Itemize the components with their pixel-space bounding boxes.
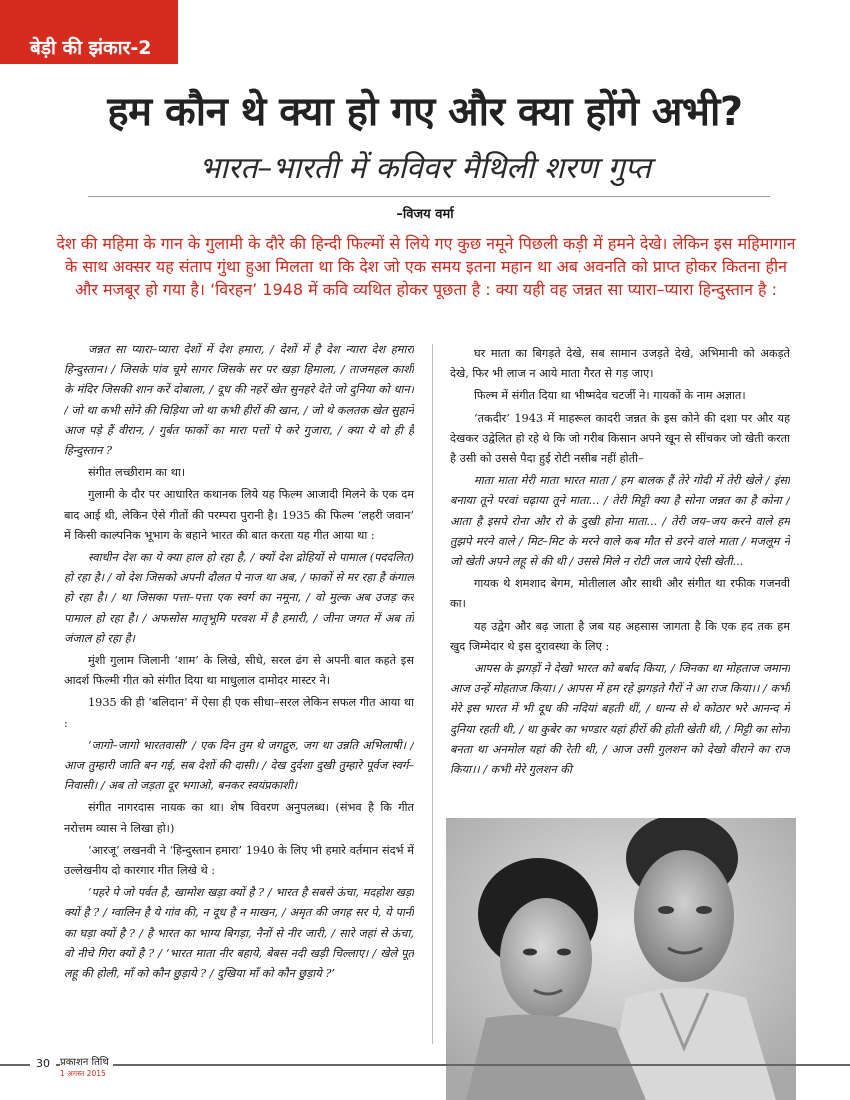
paragraph: 1935 की ही ‘बलिदान’ में ऐसा ही एक सीधा–सरल लेकिन सफल गीत आया था :: [64, 696, 414, 730]
page-number: 30: [30, 1057, 56, 1071]
paragraph: गुलामी के दौर पर आधारित कथानक लिये यह फिल्म आजादी मिलने के एक दम बाद आई थी, लेकिन ऐसे गीतों की परम्परा पुरानी है। 1935 की फिल्म ‘लहरी जवान’ में किसी काल्पनिक भूभाग के बहाने भारत की बात करता यह गीत आया था :: [64, 488, 414, 542]
paragraph: जन्नत सा प्यारा–प्यारा देशों में देश हमारा, / देशों में है देश न्यारा देश हमारा हिन्दुस्तान। / जिसके पांव चूमे सागर जिसके सर पर खड़ा हिमाला, / ताजमहल काशी के मंदिर जिसकी शान करें दोबाला, / दूध की नहरें खेत सुनहरे देते जो दुनिया को धान। / जो था कभी सोने की चिड़िया जो था कभी हीरों की खान, / जो थे कलतक खेत सुहाने आज पड़े हैं वीरान, / गुर्बत फाकों का मारा पत्तों पे करे गुजारा, / क्या ये वो ही है हिन्दुस्तान ?: [64, 343, 414, 458]
paragraph: ‘पहरे पे जो पर्वत है, खामोश खड़ा क्यों है ? / भारत है सबसे ऊंचा, मदहोश खड़ा क्यों है ? / ग्वालिन है ये गांव की, न दूध है न माखन, / अमृत की जगह सर पे, ये पानी का घड़ा क्यों है ? / है भारत का भाग्य बिगड़ा, नैनों से नीर जारी, / सारे जहां से ऊंचा, वो नीचे गिरा क्यों है ? / ‘भारत माता नीर बहाये, बेबस नदी खड़ी चिल्लाए। / खेले पूत लहू की होली, माँ को कौन छुड़ाये ? / दुखिया माँ को कौन छुड़ाये ?’: [64, 886, 414, 981]
paragraph: ‘जागो–जागो भारतवासी’ / एक दिन तुम थे जगद्गुरु, जग था उन्नति अभिलाषी। / आज तुम्हारी जाति बन गई, सब देशों की दासी। / देख दुर्दशा दुखी तुम्हारे पूर्वज स्वर्ग–निवासी। / अब तो जड़ता दूर भगाओ, बनकर स्वयंप्रकाशी।: [64, 738, 414, 793]
paragraph: माता माता मेरी माता भारत माता / हम बालक हैं तेरे गोदी में तेरी खेले / इंसां बनाया तूने परवां चढ़ाया तूने माता... / तेरी मिट्टी क्या है सोना जन्नत का है कोना / आता है इसपे रोना और रो के दुखी होना माता... / तेरी जय–जय करने वाले हम तुझपे मरने वाले / मिट–मिट के मरने वाले कब मौत से डरने वाले माता / मजलूम ने जो खेती अपने लहू से की थी / उससे मिले न रोटी जल जाये ऐसी खेती...: [450, 474, 790, 569]
column-divider: [432, 344, 433, 1044]
paragraph: संगीत लच्छीराम का था।: [88, 466, 186, 480]
paragraph: संगीत नागरदास नायक का था। शेष विवरण अनुपलब्ध। (संभव है कि गीत नरोत्तम व्यास ने लिखा हो।): [64, 801, 414, 835]
article-subtitle: भारत–भारती में कविवर मैथिली शरण गुप्त: [199, 151, 651, 186]
paragraph: घर माता का बिगड़ते देखे, सब सामान उजड़ते देखे, अभिमानी को अकड़ते देखे, फिर भी लाज न आये माता गैरत से गड़ जाए।: [450, 347, 790, 381]
paragraph: गायक थे शमशाद बेगम, मोतीलाल और साथी और संगीत था रफीक गजनवी का।: [450, 577, 790, 611]
right-column: [450, 344, 790, 814]
title-rule: [88, 196, 770, 197]
paragraph: आपस के झगड़ों ने देखो भारत को बर्बाद किया, / जिनका था मोहताज जमाना आज उन्हें मोहताज किया। / आपस में हम रहे झगड़ते गैरों ने आ राज किया।। / कभी मेरे इस भारत में भी दूध की नदियां बहती थीं, / धान्य से थे कोठार भरे आनन्द में दुनिया रहती थी, / था कुबेर का भण्डार यहां हीरों की होती खेती थी, / मिट्टी का सोना बनता था अनमोल यहां की रेती थी, / आज उसी गुलशन को देखो वीराने का राज किया।। / कभी मेरे गुलशन की: [450, 662, 790, 777]
paragraph: मुंशी गुलाम जिलानी ‘शाम’ के लिखे, सीधे, सरल ढंग से अपनी बात कहते इस आदर्श फिल्मी गीत को संगीत दिया था माधुलाल दामोदर मास्टर ने।: [64, 654, 414, 688]
paragraph: फिल्म में संगीत दिया था भीष्मदेव चटर्जी ने। गायकों के नाम अज्ञात।: [474, 389, 746, 403]
author-byline: –विजय वर्मा: [396, 207, 454, 222]
intro-paragraph: देश की महिमा के गान के गुलामी के दौरे की हिन्दी फिल्मों से लिये गए कुछ नमूने पिछली कड़ी में हमने देखे। लेकिन इस महिमागान के साथ अक्सर यह संताप गुंथा हुआ मिलता था कि देश जो एक समय इतना महान था अब अवनति को प्राप्त होकर कितना हीन और मजबूर हो गया है। ‘विरहन’ 1948 में कवि व्यथित होकर पूछता है : क्या यही वह जन्नत सा प्यारा–प्यारा हिन्दुस्तान है :: [56, 234, 796, 299]
series-label: बेड़ी की झंकार-2: [0, 0, 178, 64]
left-column: [64, 340, 414, 1060]
publication-info: [60, 1057, 113, 1079]
publication-label: प्रकाशन तिथि: [60, 1057, 109, 1068]
footer-rule: [0, 1064, 850, 1066]
film-still-image: [446, 818, 796, 1100]
paragraph: ‘आरजू’ लखनवी ने ‘हिन्दुस्तान हमारा’ 1940 के लिए भी हमारे वर्तमान संदर्भ में उल्लेखनीय दो कारगार गीत लिखे थे :: [64, 843, 414, 878]
film-still-photo: [446, 818, 796, 1100]
paragraph: यह उद्वेग और बढ़ जाता है जब यह अहसास जागता है कि एक हद तक हम खुद जिम्मेदार थे इस दुरावस्था के लिए :: [450, 619, 790, 653]
publication-date: 1 अगस्त 2015: [60, 1069, 106, 1078]
article-title: हम कौन थे क्या हो गए और क्या होंगे अभी?: [107, 89, 743, 135]
paragraph: ‘तकदीर’ 1943 में माहरूल कादरी जन्नत के इस कोने की दशा पर और यह देखकर उद्वेलित हो रहे थे कि जो गरीब किसान अपने खून से सींचकर जो खेती करता है उसी को उससे पैदा हुई रोटी नसीब नहीं होती–: [450, 411, 790, 466]
paragraph: स्वाधीन देश का ये क्या हाल हो रहा है, / क्यों देश द्रोहियों से पामाल (पददलित) हो रहा है। / वो देश जिसको अपनी दौलत पे नाज था अब, / फाकों से मर रहा है कंगाल हो रहा है। / था जिसका पत्ता–पत्ता एक स्वर्ग का नमूना, / वो मुल्क अब उजड़ कर पामाल हो रहा है। / अफसोस मातृभूमि परवश में है हमारी, / जीना जगत में अब तो जंजाल हो रहा है।: [64, 551, 414, 645]
